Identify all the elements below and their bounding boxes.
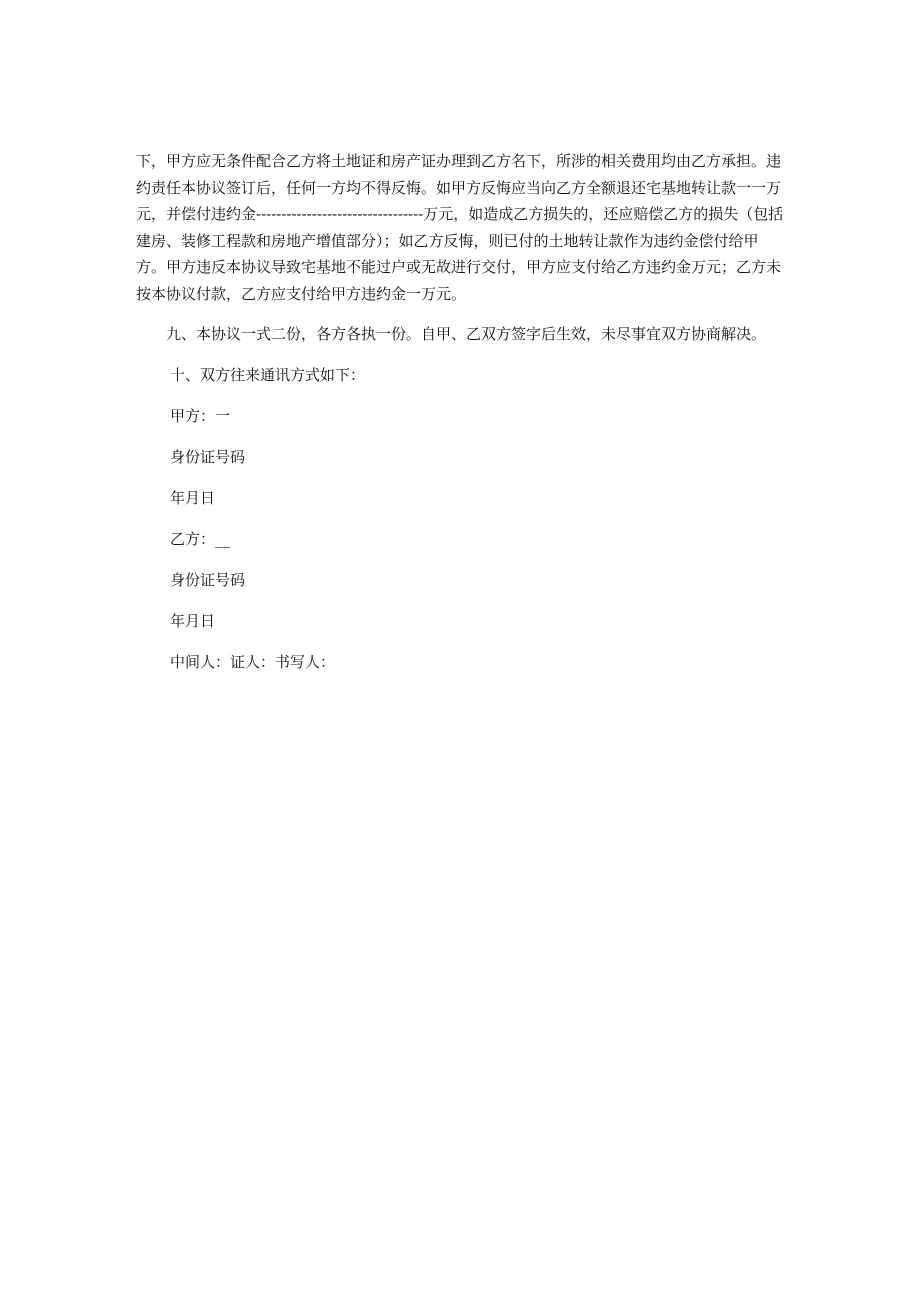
- spacer: [136, 307, 788, 321]
- party-b-label: 乙方：__: [170, 529, 231, 548]
- party-b-date: 年月日: [170, 611, 216, 630]
- spacer: [136, 470, 788, 485]
- paragraph-continuation: 下，甲方应无条件配合乙方将土地证和房产证办理到乙方名下，所涉的相关费用均由乙方承担。违约责任本协议签订后，任何一方均不得反悔。如甲方反悔应当向乙方全额退还宅基地转让款一一万元，并偿付违约金---------------------------------万元，如造成乙方损失的，还应赔偿乙方的损失（包括建房、装修工程款和房地产增值部分）；如乙方反悔，则已付的土地转让款作为违约金偿付给甲方。甲方违反本协议导致宅基地不能过户或无故进行交付，甲方应支付给乙方违约金万元；乙方未按本协议付款，乙方应支付给甲方违约金一万元。: [136, 152, 784, 303]
- spacer: [136, 348, 788, 362]
- clause-ten: 十、双方往来通讯方式如下：: [170, 365, 366, 384]
- spacer: [136, 552, 788, 567]
- clause-nine: 九、本协议一式二份，各方各执一份。自甲、乙双方签字后生效，未尽事宜双方协商解决。: [166, 325, 767, 343]
- spacer: [136, 593, 788, 608]
- spacer: [136, 429, 788, 444]
- party-a-id: 身份证号码: [170, 447, 246, 466]
- party-a-label: 甲方：一: [170, 406, 231, 425]
- spacer: [136, 634, 788, 649]
- party-b-id: 身份证号码: [170, 570, 246, 589]
- spacer: [136, 388, 788, 403]
- party-a-date: 年月日: [170, 488, 216, 507]
- document-page: [136, 148, 788, 675]
- spacer: [136, 511, 788, 526]
- witness-line: 中间人：证人：书写人：: [170, 652, 336, 671]
